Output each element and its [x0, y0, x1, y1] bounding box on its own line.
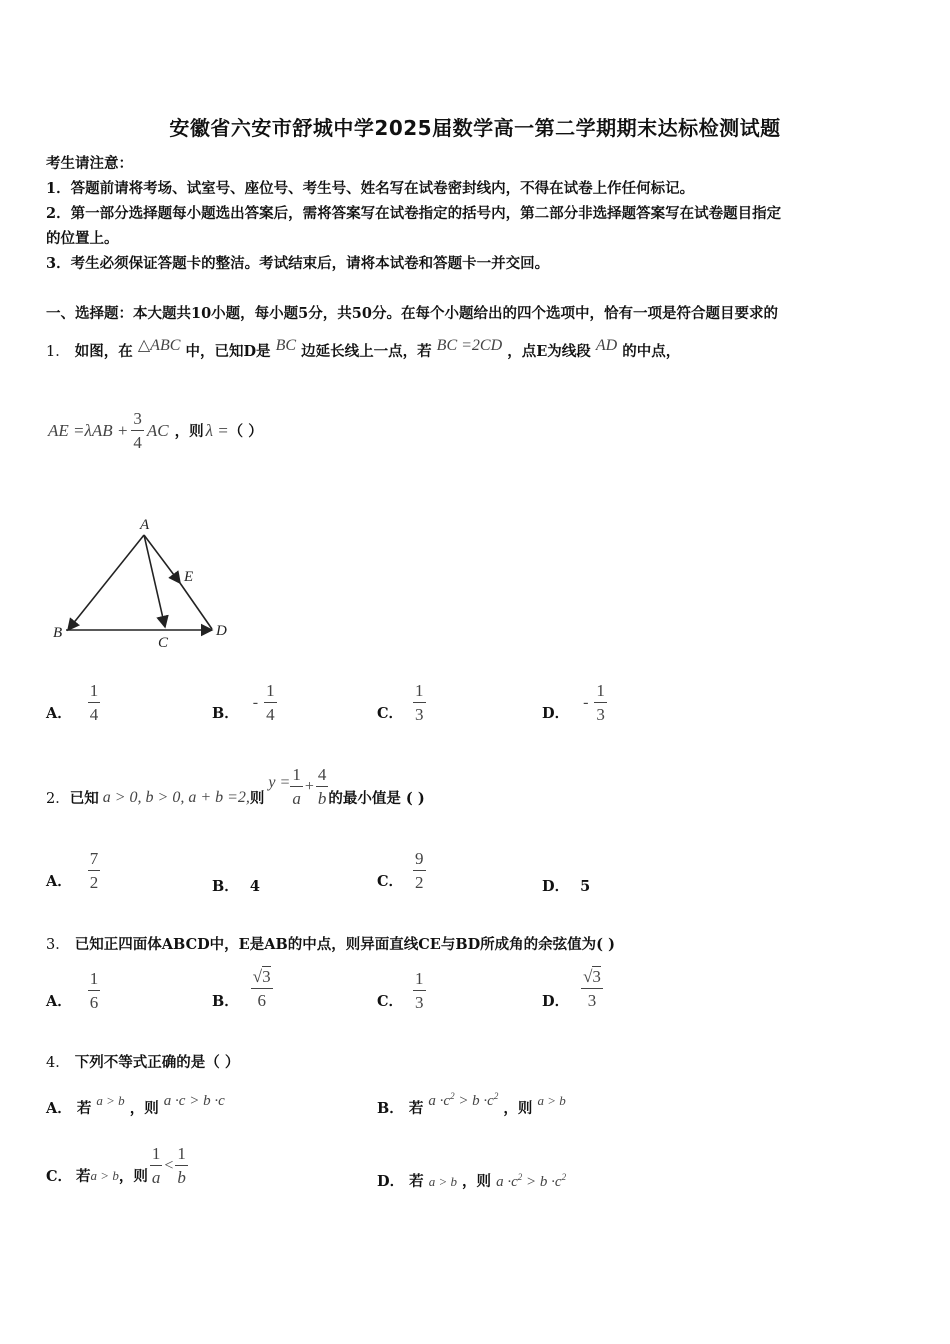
notice-item-3: 3．考生必须保证答题卡的整洁。考试结束后，请将本试卷和答题卡一并交回。	[46, 255, 550, 272]
stem-text: 如图，在	[74, 343, 133, 360]
numerator: 1	[89, 681, 99, 700]
minus-sign: -	[252, 693, 259, 711]
q2-option-c[interactable]	[377, 850, 426, 891]
label-e: E	[184, 569, 194, 585]
option-text: ，则	[462, 1173, 492, 1190]
numerator: 4	[317, 765, 327, 784]
q3-option-a[interactable]	[46, 970, 100, 1011]
option-text: ，则	[129, 1100, 159, 1117]
math-part: > b ·c	[454, 1093, 494, 1109]
option-label: C．	[46, 1168, 73, 1185]
page-title: 安徽省六安市舒城中学2025届数学高一第二学期期末达标检测试题	[169, 116, 781, 140]
denominator: 4	[89, 705, 99, 724]
option-label: B．	[212, 705, 239, 722]
denominator: 6	[257, 991, 266, 1010]
option-fraction	[581, 968, 603, 1009]
option-label: C．	[377, 873, 404, 890]
denominator: 3	[415, 993, 424, 1012]
denominator: b	[177, 1168, 186, 1187]
option-label: A．	[46, 1100, 72, 1117]
label-b: B	[53, 625, 63, 641]
q1-option-a[interactable]	[46, 682, 100, 723]
denominator: 4	[266, 705, 275, 724]
denominator: 3	[587, 991, 597, 1010]
option-label: D．	[542, 993, 570, 1010]
fraction-1-over-a	[150, 1145, 163, 1186]
option-label: D．	[377, 1173, 405, 1190]
numerator: 9	[415, 849, 424, 868]
stem-text: 的最小值是 ( )	[328, 790, 425, 807]
notice-item-2-cont: 的位置上。	[46, 230, 119, 247]
math-part: a ·c	[496, 1174, 518, 1190]
math-condition	[428, 1093, 498, 1109]
math-triangle-abc: △ABC	[137, 337, 181, 354]
numerator: 1	[596, 681, 605, 700]
option-fraction	[264, 682, 277, 723]
eq-left: AE =λAB +	[48, 420, 129, 440]
option-fraction	[88, 682, 101, 723]
question-number: 2．	[46, 791, 70, 807]
option-fraction	[413, 682, 426, 723]
q4-option-d[interactable]	[377, 1170, 566, 1191]
section-heading: 一、选择题：本大题共10小题，每小题5分，共50分。在每个小题给出的四个选项中，恰有一项是符合题目要求的	[46, 305, 778, 322]
option-fraction	[413, 850, 426, 891]
math-y: y =	[268, 773, 291, 791]
q2-option-d[interactable]	[542, 875, 590, 896]
q1-option-b[interactable]	[212, 682, 277, 723]
stem-text: 的中点，	[622, 343, 681, 360]
numerator: 3	[592, 967, 601, 986]
less-than-sign: <	[164, 1156, 174, 1174]
q2-option-b[interactable]	[212, 875, 260, 896]
math-result: a > b	[537, 1093, 566, 1108]
q2-option-a[interactable]	[46, 850, 100, 891]
denominator: 2	[89, 873, 99, 892]
q4-option-c[interactable]	[46, 1145, 188, 1186]
notice-heading: 考生请注意：	[46, 155, 133, 172]
denominator: 3	[415, 705, 424, 724]
numerator: 3	[262, 967, 271, 986]
exponent: 2	[517, 1172, 523, 1182]
numerator: 1	[266, 681, 275, 700]
math-condition: a > b	[90, 1167, 119, 1183]
option-value: 5	[580, 878, 591, 895]
answer-paren: （ ）	[228, 423, 263, 440]
denominator: 2	[415, 873, 424, 892]
math-part: a ·c	[428, 1093, 451, 1109]
eq-numerator: 3	[133, 409, 142, 428]
eq-right: AC	[146, 420, 169, 440]
denominator: b	[317, 789, 327, 808]
option-text: 若	[76, 1168, 91, 1185]
segment-ed	[180, 583, 212, 629]
q4-option-a[interactable]	[46, 1093, 225, 1118]
fraction-1-over-b	[175, 1145, 188, 1186]
exponent: 2	[450, 1091, 455, 1101]
question-4-stem	[46, 1051, 239, 1072]
question-1-stem	[46, 337, 681, 361]
option-label: B．	[212, 878, 239, 895]
stem-text: 中，已知D是	[185, 343, 271, 360]
option-fraction	[88, 850, 101, 891]
numerator: 1	[177, 1144, 186, 1163]
stem-text: 已知	[69, 790, 99, 807]
option-label: C．	[377, 993, 404, 1010]
option-label: D．	[542, 878, 570, 895]
q1-option-c[interactable]	[377, 682, 426, 723]
q3-option-b[interactable]	[212, 966, 273, 1011]
q4-option-b[interactable]	[377, 1091, 566, 1118]
question-number: 3．	[46, 937, 70, 953]
triangle-figure	[40, 505, 250, 655]
notice-item-2: 2．第一部分选择题每小题选出答案后，需将答案写在试卷指定的括号内，第二部分非选择题答案写在试卷题目指定	[46, 205, 782, 222]
option-label: A．	[46, 873, 72, 890]
question-3-stem	[46, 933, 615, 954]
option-text: ，则	[118, 1168, 148, 1185]
option-text: 若	[409, 1173, 424, 1190]
option-text: 若	[76, 1100, 92, 1117]
option-text: ，则	[503, 1100, 533, 1117]
math-condition: a > b	[428, 1174, 457, 1189]
denominator: a	[151, 1168, 161, 1187]
stem-text: 已知正四面体ABCD中，E是AB的中点，则异面直线CE与BD所成角的余弦值为( )	[74, 936, 615, 953]
math-bc: BC	[275, 337, 297, 354]
option-label: D．	[542, 705, 570, 722]
stem-text: 边延长线上一点，若	[301, 343, 432, 360]
option-fraction	[88, 970, 101, 1011]
question-1-equation	[48, 410, 263, 451]
label-c: C	[158, 635, 169, 651]
numerator: 7	[89, 849, 99, 868]
eq-lambda: λ =	[205, 420, 229, 440]
option-label: C．	[377, 705, 404, 722]
eq-fraction	[131, 410, 144, 451]
denominator: 6	[89, 993, 99, 1012]
plus-sign: +	[304, 777, 314, 795]
question-2-stem	[46, 765, 425, 808]
denominator: a	[292, 789, 301, 808]
eq-denominator: 4	[133, 433, 142, 452]
option-value: 4	[249, 878, 260, 895]
option-fraction	[413, 970, 426, 1011]
math-ad: AD	[595, 337, 618, 354]
notice-item-1: 1．答题前请将考场、试室号、座位号、考生号、姓名写在试卷密封线内，不得在试卷上作任何标记。	[46, 180, 695, 197]
option-label: A．	[46, 993, 72, 1010]
option-fraction	[251, 968, 273, 1009]
option-text: 若	[408, 1100, 424, 1117]
math-bc-eq-2cd: BC =2CD	[436, 337, 503, 354]
minus-sign: -	[583, 693, 589, 711]
option-label: B．	[377, 1100, 404, 1117]
vector-ab	[68, 535, 144, 630]
numerator: 1	[151, 1144, 161, 1163]
fraction-4-over-b	[316, 766, 329, 807]
question-number: 4．	[46, 1055, 70, 1071]
math-condition: a > 0, b > 0, a + b =2,	[102, 788, 250, 806]
stem-text: 则	[249, 790, 265, 807]
q3-option-c[interactable]	[377, 970, 426, 1011]
option-label: B．	[212, 993, 239, 1010]
math-result: a ·c > b ·c	[163, 1093, 225, 1109]
option-fraction	[594, 682, 607, 723]
numerator: 1	[415, 969, 424, 988]
math-condition: a > b	[96, 1093, 125, 1108]
exponent: 2	[493, 1091, 499, 1101]
numerator: 1	[415, 681, 424, 700]
exponent: 2	[561, 1172, 567, 1182]
stem-text: 下列不等式正确的是（ ）	[74, 1054, 240, 1071]
sqrt-icon: √	[583, 967, 593, 986]
denominator: 3	[596, 705, 605, 724]
math-result	[496, 1174, 566, 1190]
math-part: > b ·c	[522, 1174, 562, 1190]
question-number: 1．	[46, 344, 70, 360]
fraction-1-over-a	[290, 766, 303, 807]
eq-tail: ，则	[174, 423, 204, 440]
numerator: 1	[89, 969, 99, 988]
q3-option-d[interactable]	[542, 966, 603, 1011]
label-d: D	[216, 623, 227, 639]
numerator: 1	[292, 765, 301, 784]
q1-option-d[interactable]	[542, 682, 607, 723]
stem-text: ，点E为线段	[507, 343, 591, 360]
sqrt-icon: √	[252, 967, 263, 986]
option-label: A．	[46, 705, 72, 722]
label-a: A	[140, 517, 150, 533]
